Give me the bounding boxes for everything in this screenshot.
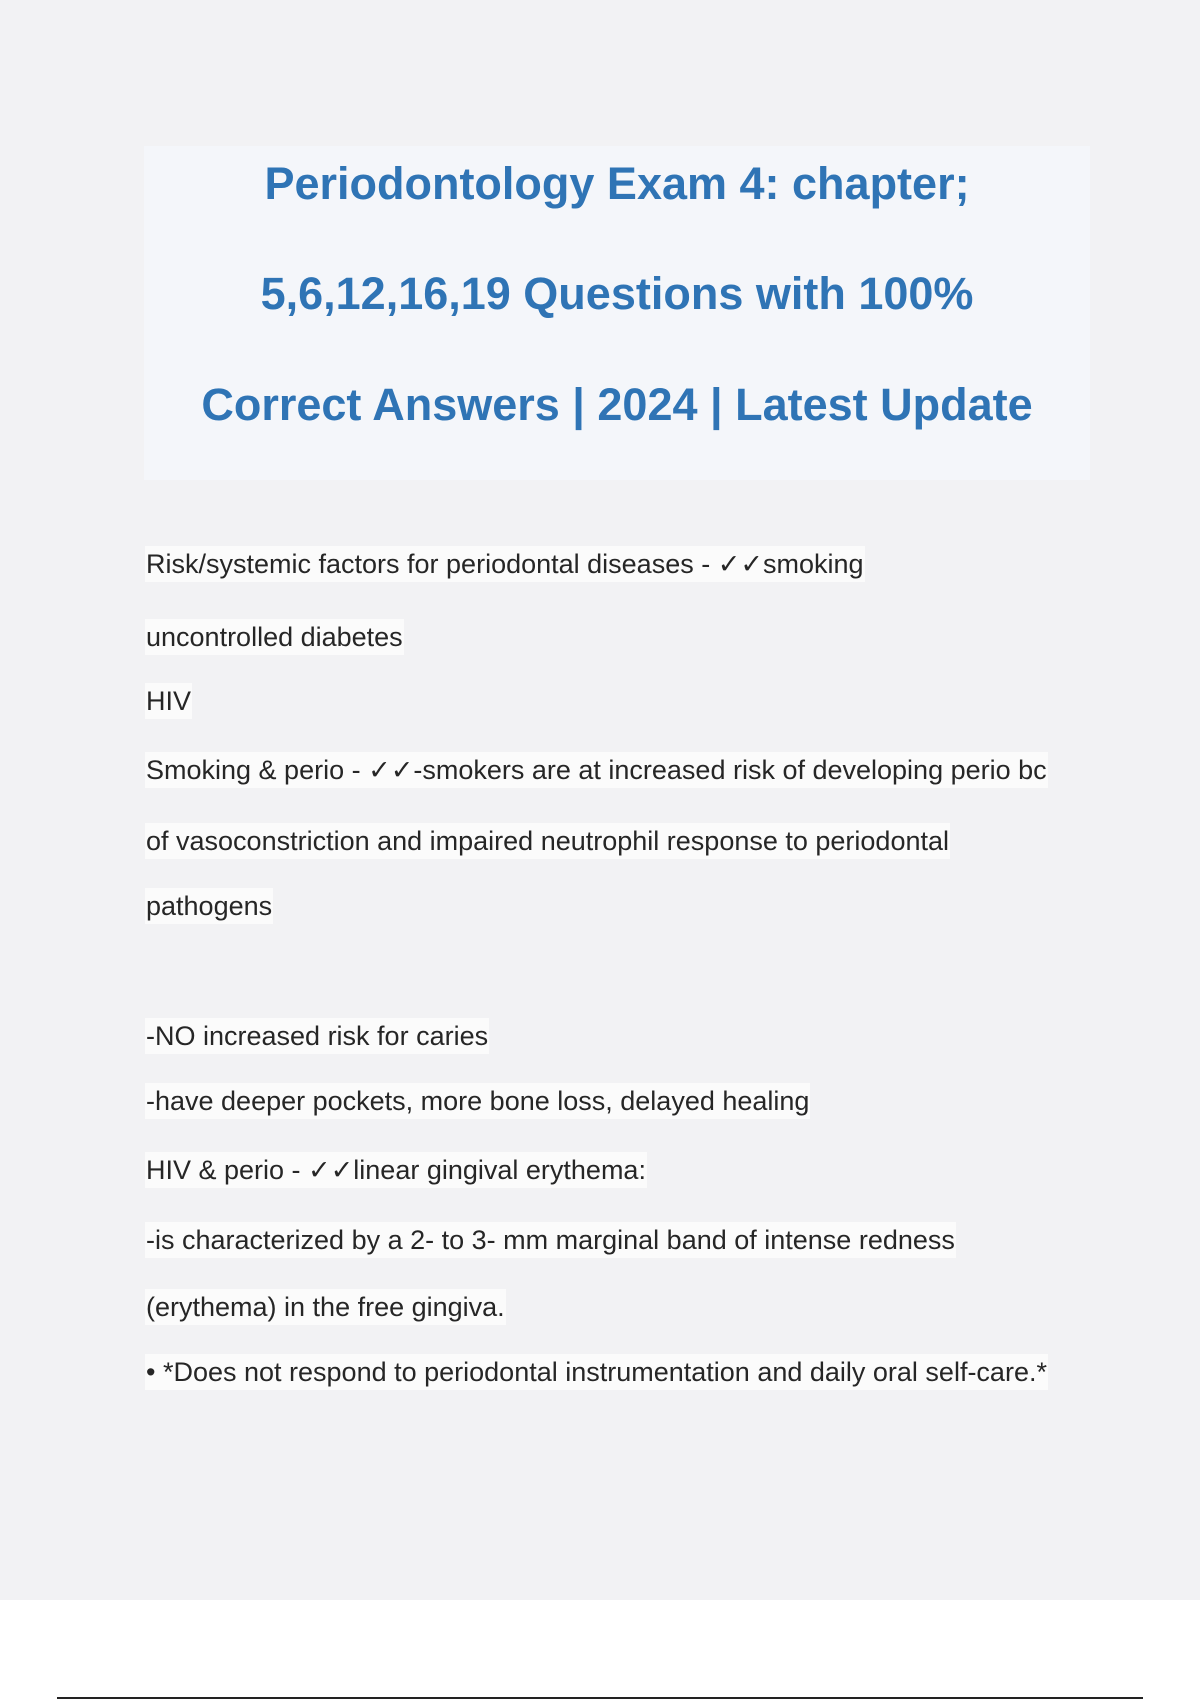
- body-line-vasoconstriction: of vasoconstriction and impaired neutrophil response to periodontal: [145, 823, 950, 859]
- footer-divider: [57, 1697, 1143, 1699]
- body-line-no-caries-risk: -NO increased risk for caries: [145, 1018, 489, 1054]
- title-line-3: Correct Answers | 2024 | Latest Update: [201, 379, 1033, 430]
- body-line-deeper-pockets: -have deeper pockets, more bone loss, delayed healing: [145, 1083, 810, 1119]
- title-block: [144, 146, 1090, 480]
- title-line-2: 5,6,12,16,19 Questions with 100%: [260, 268, 974, 319]
- title-line-1: Periodontology Exam 4: chapter;: [264, 158, 970, 209]
- body-line-risk-factors: Risk/systemic factors for periodontal diseases - ✓✓smoking: [145, 546, 865, 582]
- body-line-smoking-perio: Smoking & perio - ✓✓-smokers are at increased risk of developing perio bc: [145, 752, 1048, 788]
- body-line-diabetes: uncontrolled diabetes: [145, 619, 404, 655]
- body-line-hiv-perio: HIV & perio - ✓✓linear gingival erythema:: [145, 1152, 647, 1188]
- body-line-pathogens: pathogens: [145, 888, 273, 924]
- body-line-marginal-band: -is characterized by a 2- to 3- mm marginal band of intense redness: [145, 1222, 956, 1258]
- body-line-hiv: HIV: [145, 683, 192, 719]
- body-line-does-not-respond: • *Does not respond to periodontal instrumentation and daily oral self-care.*: [145, 1354, 1048, 1390]
- body-line-free-gingiva: (erythema) in the free gingiva.: [145, 1289, 506, 1325]
